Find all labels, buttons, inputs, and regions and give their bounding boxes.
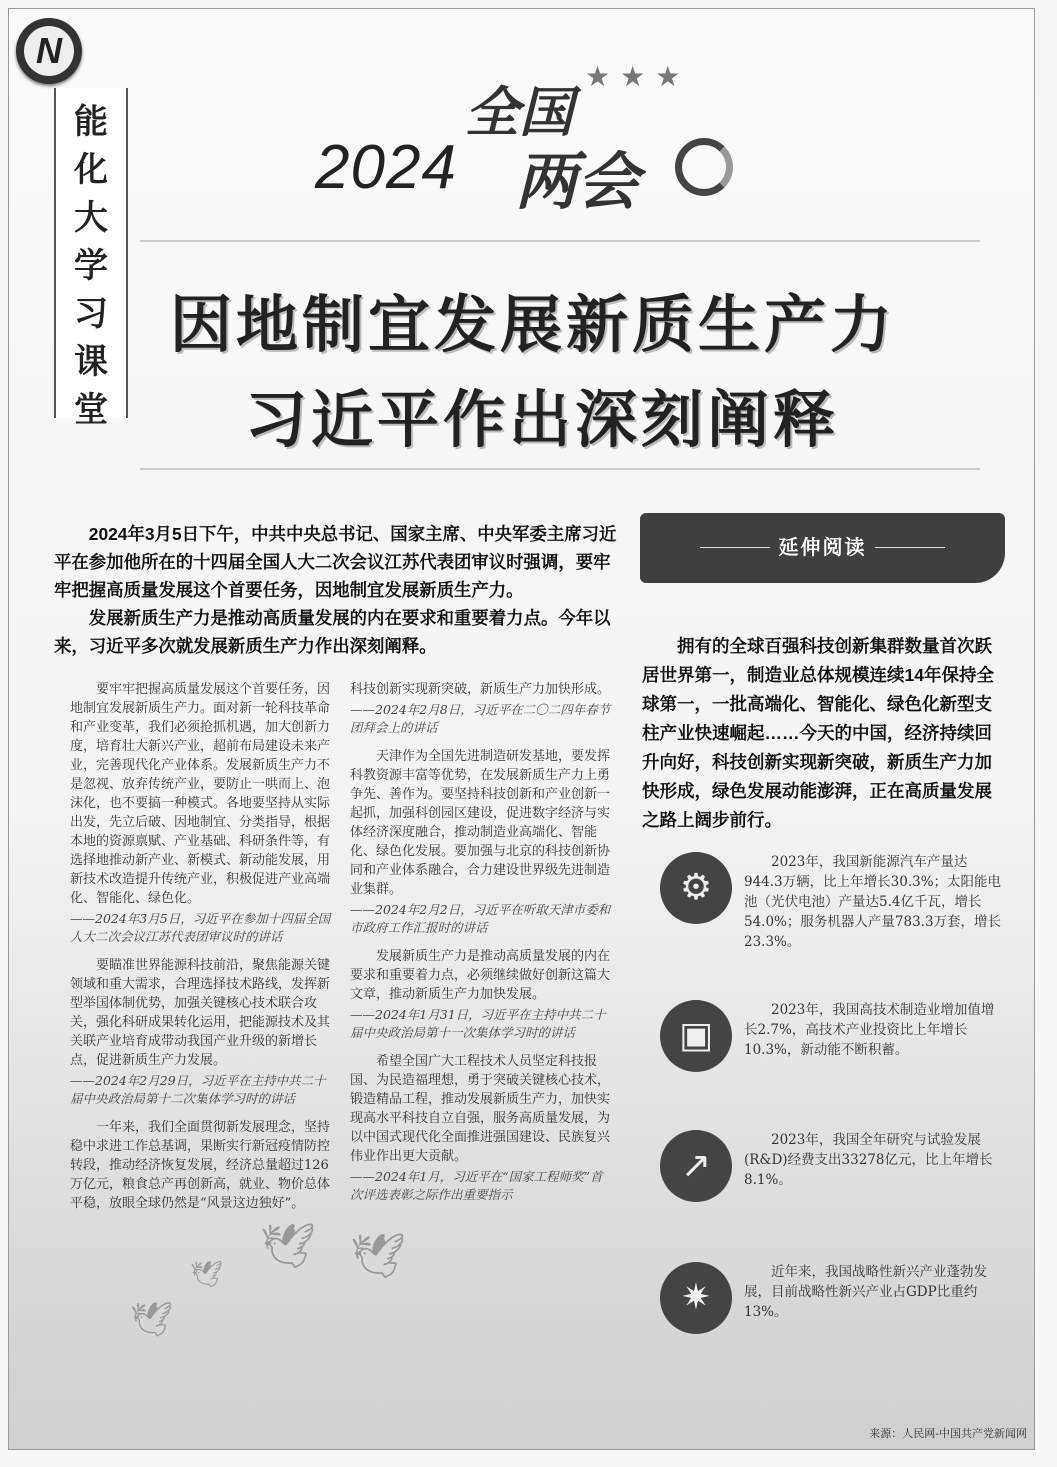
quote-item	[350, 1052, 615, 1204]
dove-icon: 🕊	[260, 1221, 316, 1272]
header-line-right	[875, 547, 945, 548]
source-note: 来源：人民网-中国共产党新闻网	[869, 1427, 1027, 1440]
fact-text-2: 2023年，我国高技术制造业增加值增长2.7%，高技术产业投资比上年增长10.3%，新动能不断积蓄。	[744, 1002, 995, 1058]
quote-attribution: ——2024年2月8日，习近平在二〇二四年春节团拜会上的讲话	[350, 702, 611, 735]
emblem-ring-icon	[675, 138, 733, 196]
quote-attribution: ——2024年1月31日，习近平在主持中共二十届中央政治局第十一次集体学习时的讲话	[350, 1007, 606, 1040]
further-reading-header	[640, 513, 1005, 583]
fact-item-2	[660, 1000, 1005, 1110]
quote-item	[350, 747, 615, 937]
quote-item	[350, 680, 615, 737]
lead-paragraph-1: 2024年3月5日下午，中共中央总书记、国家主席、中央军委主席习近平在参加他所在的十四届全国人大二次会议江苏代表团审议时强调，要牢牢把握高质量发展这个首要任务，因地制宜发展新质生产力。	[54, 524, 617, 600]
event-line1: 全国	[465, 83, 573, 143]
quote-attribution: ——2024年1月，习近平在“国家工程师奖”首次评选表彰之际作出重要指示	[350, 1169, 603, 1202]
fact-text-3: 2023年，我国全年研究与试验发展(R&D)经费支出33278亿元，比上年增长8.1%。	[744, 1132, 993, 1188]
column-name	[68, 98, 114, 434]
divider-bottom	[140, 468, 980, 470]
column-name-bar	[54, 88, 128, 430]
quote-item	[70, 1118, 335, 1213]
column-name-char: 学	[74, 246, 108, 286]
event-year: 2024	[315, 133, 457, 202]
tech-gear-icon: ✷	[660, 1262, 732, 1334]
quote-item	[70, 680, 335, 946]
event-logo	[315, 60, 755, 217]
lead-paragraph-2: 发展新质生产力是推动高质量发展的内在要求和重要着力点。今年以来，习近平多次就发展新质生产力作出深刻阐释。	[54, 608, 611, 656]
event-line2: 两会	[515, 148, 640, 217]
column-name-char: 化	[74, 150, 108, 190]
quote-text: 发展新质生产力是推动高质量发展的内在要求和重要着力点，必须继续做好创新这篇大文章，推动新质生产力加快发展。	[350, 949, 611, 1002]
headline-line1: 因地制宜发展新质生产力	[170, 291, 897, 360]
fact-item-3	[660, 1130, 1005, 1240]
quote-text: 要牢牢把握高质量发展这个首要任务，因地制宜发展新质生产力。面对新一轮科技革命和产业变革，我们必须抢抓机遇，加大创新力度，培育壮大新兴产业，超前布局建设未来产业，完善现代化产业体系。发展新质生产力不是忽视、放弃传统产业，要防止一哄而上、泡沫化，也不要搞一种模式。各地要坚持从实际出发，先立后破、因地制宜、分类指导，根据本地的资源禀赋、产业基础、科研条件等，有选择地推动新产业、新模式、新动能发展，用新技术改造提升传统产业，积极促进产业高端化、智能化、绿色化。	[70, 682, 331, 906]
quotes-columns	[70, 680, 628, 1240]
fact-item-4	[660, 1262, 1005, 1372]
column-name-char: 堂	[74, 390, 108, 430]
dove-icon: 🕊	[190, 1260, 224, 1290]
quote-item	[70, 956, 335, 1108]
quote-text: 一年来，我们全面贯彻新发展理念，坚持稳中求进工作总基调，果断实行新冠疫情防控转段，推动经济恢复发展，经济总量超过126万亿元，粮食总产再创新高，就业、物价总体平稳，放眼全球仍然是“风景这边独好”。	[70, 1120, 331, 1211]
dove-icon: 🕊	[350, 1231, 406, 1282]
growth-chart-icon: ↗	[660, 1130, 732, 1202]
newspaper-logo	[16, 18, 82, 84]
doves-decoration	[120, 1220, 440, 1340]
quote-text: 科技创新实现新突破，新质生产力加快形成。	[350, 682, 611, 697]
lead-paragraphs	[54, 520, 624, 660]
quote-attribution: ——2024年2月2日，习近平在听取天津市委和市政府工作汇报时的讲话	[350, 902, 611, 935]
divider-top	[140, 240, 980, 242]
dove-icon: 🕊	[130, 1300, 174, 1340]
headline-line2: 习近平作出深刻阐释	[245, 386, 840, 455]
quote-item	[350, 947, 615, 1042]
stars-icon: ★★★	[585, 60, 691, 93]
further-reading-title: 延伸阅读	[778, 537, 867, 559]
robot-arm-icon: ⚙	[660, 852, 732, 924]
manufacturing-icon: ▣	[660, 1000, 732, 1072]
fact-item-1	[660, 852, 1005, 962]
column-name-char: 习	[74, 294, 108, 334]
quote-text: 天津作为全国先进制造研发基地，要发挥科教资源丰富等优势，在发展新质生产力上勇争先、善作为。要坚持科技创新和产业创新一起抓，加强科创园区建设，促进数字经济与实体经济深度融合，推动制造业高端化、智能化、绿色化发展。要加强与北京的科技创新协同和产业体系融合，合力建设世界级先进制造业集群。	[350, 749, 611, 897]
quotes-column-1	[70, 680, 335, 1223]
quote-text: 希望全国广大工程技术人员坚定科技报国、为民造福理想，勇于突破关键核心技术，锻造精品工程，推动发展新质生产力，加快实现高水平科技自立自强，服务高质量发展，为以中国式现代化全面推进强国建设、民族复兴伟业作出更大贡献。	[350, 1054, 611, 1164]
fact-text-4: 近年来，我国战略性新兴产业蓬勃发展，目前战略性新兴产业占GDP比重约13%。	[744, 1264, 987, 1320]
quote-attribution: ——2024年3月5日，习近平在参加十四届全国人大二次会议江苏代表团审议时的讲话	[70, 911, 331, 944]
column-name-char: 能	[74, 102, 108, 142]
logo-n-icon: N	[24, 26, 74, 76]
quotes-column-2	[350, 680, 615, 1214]
quote-attribution: ——2024年2月29日，习近平在主持中共二十届中央政治局第十二次集体学习时的讲话	[70, 1073, 326, 1106]
further-reading-intro: 拥有的全球百强科技创新集群数量首次跃居世界第一，制造业总体规模连续14年保持全球第一，一批高端化、智能化、绿色化新型支柱产业快速崛起……今天的中国，经济持续回升向好，科技创新实现新突破，新质生产力加快形成，绿色发展动能澎湃，正在高质量发展之路上阔步前行。	[642, 636, 994, 830]
column-name-char: 大	[74, 198, 108, 238]
column-name-char: 课	[74, 342, 108, 382]
fact-text-1: 2023年，我国新能源汽车产量达944.3万辆，比上年增长30.3%；太阳能电池（光伏电池）产量达5.4亿千瓦，增长54.0%；服务机器人产量783.3万套，增长23.3%。	[744, 854, 1002, 950]
quote-text: 要瞄准世界能源科技前沿，聚焦能源关键领域和重大需求，合理选择技术路线，发挥新型举国体制优势，加强关键核心技术联合攻关，强化科研成果转化运用，把能源技术及其关联产业培育成带动我国产业升级的新增长点，促进新质生产力发展。	[70, 958, 331, 1068]
